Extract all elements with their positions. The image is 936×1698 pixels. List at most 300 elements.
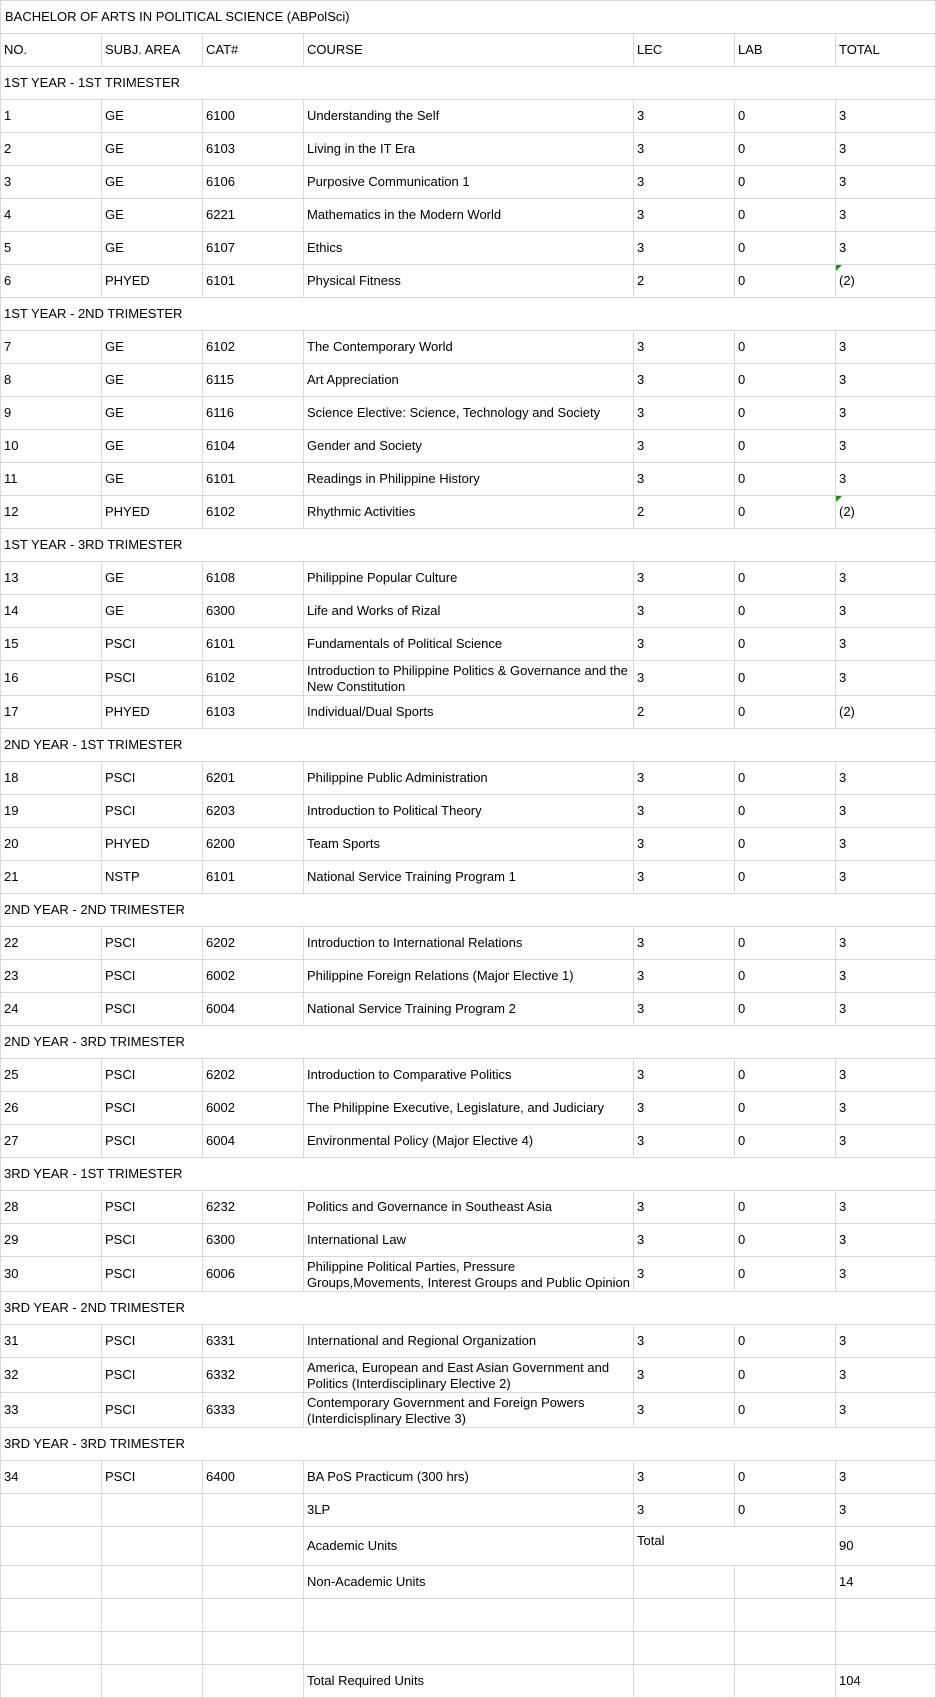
cell-total[interactable]: 3 xyxy=(836,166,936,199)
cell-lab[interactable]: 0 xyxy=(735,100,836,133)
cell-lec[interactable]: 3 xyxy=(634,331,735,364)
cell-cat[interactable]: 6102 xyxy=(203,496,304,529)
cell-total[interactable]: (2) xyxy=(836,696,936,729)
cell-lec[interactable]: 3 xyxy=(634,1191,735,1224)
cell-total[interactable]: 3 xyxy=(836,397,936,430)
cell-total[interactable]: 3 xyxy=(836,927,936,960)
cell-total[interactable]: 3 xyxy=(836,1325,936,1358)
cell-no[interactable]: 3 xyxy=(1,166,102,199)
cell-subj-area[interactable]: PHYED xyxy=(102,696,203,729)
cell-total[interactable]: 3 xyxy=(836,463,936,496)
cell-no[interactable]: 17 xyxy=(1,696,102,729)
cell-subj-area[interactable]: GE xyxy=(102,199,203,232)
cell-cat[interactable]: 6201 xyxy=(203,762,304,795)
cell-subj-area[interactable]: GE xyxy=(102,595,203,628)
cell-course[interactable]: Introduction to Philippine Politics & Governance and the New Constitution xyxy=(304,661,634,696)
cell-course[interactable]: America, European and East Asian Government and Politics (Interdisciplinary Elective 2) xyxy=(304,1358,634,1393)
section-label[interactable]: 2ND YEAR - 1ST TRIMESTER xyxy=(1,729,936,762)
cell-lec[interactable]: 3 xyxy=(634,927,735,960)
cell[interactable] xyxy=(102,1665,203,1698)
cell-total[interactable]: (2) xyxy=(836,265,936,298)
cell-lab[interactable]: 0 xyxy=(735,927,836,960)
cell-lec[interactable]: 3 xyxy=(634,628,735,661)
cell-cat[interactable]: 6102 xyxy=(203,661,304,696)
cell-course[interactable]: 3LP xyxy=(304,1494,634,1527)
cell-lab[interactable]: 0 xyxy=(735,661,836,696)
cell-lec[interactable]: 3 xyxy=(634,1393,735,1428)
cell-cat[interactable]: 6331 xyxy=(203,1325,304,1358)
cell-cat[interactable]: 6101 xyxy=(203,265,304,298)
cell-subj-area[interactable]: GE xyxy=(102,166,203,199)
cell-lec[interactable]: 3 xyxy=(634,397,735,430)
cell-lec[interactable]: 3 xyxy=(634,1092,735,1125)
cell-lab[interactable]: 0 xyxy=(735,265,836,298)
cell-no[interactable]: 29 xyxy=(1,1224,102,1257)
cell-no[interactable]: 23 xyxy=(1,960,102,993)
cell-cat[interactable]: 6102 xyxy=(203,331,304,364)
cell-subj-area[interactable]: PSCI xyxy=(102,1224,203,1257)
cell-subj-area[interactable]: GE xyxy=(102,331,203,364)
cell-total[interactable]: 3 xyxy=(836,364,936,397)
total-required-units-value[interactable]: 104 xyxy=(836,1665,936,1698)
cell-lec[interactable]: 3 xyxy=(634,1224,735,1257)
cell-lec[interactable]: 3 xyxy=(634,100,735,133)
cell-cat[interactable]: 6203 xyxy=(203,795,304,828)
cell[interactable] xyxy=(304,1599,634,1632)
table-row xyxy=(1,199,936,232)
cell-subj-area[interactable] xyxy=(102,1494,203,1527)
cell-lec[interactable]: 3 xyxy=(634,1125,735,1158)
cell-course[interactable]: The Philippine Executive, Legislature, and Judiciary xyxy=(304,1092,634,1125)
cell-cat[interactable]: 6106 xyxy=(203,166,304,199)
cell-subj-area[interactable]: GE xyxy=(102,463,203,496)
cell-no[interactable]: 28 xyxy=(1,1191,102,1224)
cell-total[interactable]: 3 xyxy=(836,1224,936,1257)
cell-cat[interactable]: 6116 xyxy=(203,397,304,430)
cell-no[interactable]: 12 xyxy=(1,496,102,529)
cell-lec[interactable]: 3 xyxy=(634,1461,735,1494)
cell-no[interactable]: 7 xyxy=(1,331,102,364)
cell-no[interactable]: 21 xyxy=(1,861,102,894)
cell-lab[interactable]: 0 xyxy=(735,1257,836,1292)
cell-lec[interactable]: 3 xyxy=(634,661,735,696)
cell-lec[interactable]: 3 xyxy=(634,1494,735,1527)
cell-lec[interactable]: 3 xyxy=(634,562,735,595)
cell-total[interactable]: 3 xyxy=(836,1461,936,1494)
cell-no[interactable]: 20 xyxy=(1,828,102,861)
cell-lab[interactable]: 0 xyxy=(735,696,836,729)
cell-total[interactable]: 3 xyxy=(836,199,936,232)
cell-lec[interactable]: 3 xyxy=(634,762,735,795)
cell-total[interactable]: 3 xyxy=(836,828,936,861)
cell[interactable] xyxy=(102,1566,203,1599)
cell-lab[interactable]: 0 xyxy=(735,1125,836,1158)
cell-lab[interactable]: 0 xyxy=(735,430,836,463)
cell[interactable] xyxy=(735,1566,836,1599)
non-academic-units-value[interactable]: 14 xyxy=(836,1566,936,1599)
cell-no[interactable]: 24 xyxy=(1,993,102,1026)
cell-no[interactable]: 14 xyxy=(1,595,102,628)
cell-lab[interactable]: 0 xyxy=(735,562,836,595)
cell-lec[interactable]: 3 xyxy=(634,364,735,397)
cell-subj-area[interactable]: PHYED xyxy=(102,828,203,861)
cell-course[interactable]: Contemporary Government and Foreign Powers (Interdicisplinary Elective 3) xyxy=(304,1393,634,1428)
cell-no[interactable]: 8 xyxy=(1,364,102,397)
cell[interactable] xyxy=(203,1527,304,1566)
cell-course[interactable]: Physical Fitness xyxy=(304,265,634,298)
cell-lec[interactable]: 2 xyxy=(634,265,735,298)
cell[interactable] xyxy=(102,1632,203,1665)
cell-no[interactable]: 15 xyxy=(1,628,102,661)
cell-course[interactable]: Rhythmic Activities xyxy=(304,496,634,529)
cell-cat[interactable]: 6103 xyxy=(203,696,304,729)
cell-cat[interactable]: 6400 xyxy=(203,1461,304,1494)
cell-lab[interactable]: 0 xyxy=(735,397,836,430)
cell-subj-area[interactable]: GE xyxy=(102,232,203,265)
cell-lec[interactable]: 3 xyxy=(634,199,735,232)
cell-course[interactable]: Understanding the Self xyxy=(304,100,634,133)
cell-no[interactable]: 11 xyxy=(1,463,102,496)
cell[interactable] xyxy=(634,1632,735,1665)
cell-course[interactable]: Life and Works of Rizal xyxy=(304,595,634,628)
cell-subj-area[interactable]: PSCI xyxy=(102,960,203,993)
cell-total[interactable]: 3 xyxy=(836,331,936,364)
cell-lab[interactable]: 0 xyxy=(735,463,836,496)
cell-lab[interactable]: 0 xyxy=(735,828,836,861)
section-row xyxy=(1,67,936,100)
cell-no[interactable]: 33 xyxy=(1,1393,102,1428)
cell-course[interactable]: BA PoS Practicum (300 hrs) xyxy=(304,1461,634,1494)
cell[interactable] xyxy=(304,1632,634,1665)
cell-total[interactable]: 3 xyxy=(836,1494,936,1527)
cell-lec[interactable]: 3 xyxy=(634,463,735,496)
cell-no[interactable]: 19 xyxy=(1,795,102,828)
cell-course[interactable]: Philippine Public Administration xyxy=(304,762,634,795)
cell-lab[interactable]: 0 xyxy=(735,1224,836,1257)
cell[interactable] xyxy=(203,1566,304,1599)
cell-lab[interactable]: 0 xyxy=(735,1358,836,1393)
section-label[interactable]: 1ST YEAR - 1ST TRIMESTER xyxy=(1,67,936,100)
cell-lec[interactable]: 3 xyxy=(634,133,735,166)
cell-cat[interactable]: 6115 xyxy=(203,364,304,397)
cell-lab[interactable]: 0 xyxy=(735,166,836,199)
cell-lec[interactable]: 3 xyxy=(634,993,735,1026)
table-row xyxy=(1,628,936,661)
cell[interactable] xyxy=(1,1632,102,1665)
cell[interactable] xyxy=(203,1665,304,1698)
cell-course[interactable]: Philippine Foreign Relations (Major Elective 1) xyxy=(304,960,634,993)
cell-course[interactable]: Living in the IT Era xyxy=(304,133,634,166)
cell-subj-area[interactable]: PSCI xyxy=(102,1461,203,1494)
cell-cat[interactable]: 6332 xyxy=(203,1358,304,1393)
cell-cat[interactable]: 6100 xyxy=(203,100,304,133)
cell-subj-area[interactable]: PSCI xyxy=(102,1092,203,1125)
cell-lab[interactable]: 0 xyxy=(735,331,836,364)
cell-cat[interactable] xyxy=(203,1494,304,1527)
cell-course[interactable]: International and Regional Organization xyxy=(304,1325,634,1358)
cell-cat[interactable]: 6002 xyxy=(203,1092,304,1125)
academic-total-label[interactable]: Total xyxy=(634,1527,836,1566)
cell-lec[interactable]: 3 xyxy=(634,861,735,894)
cell-total[interactable]: 3 xyxy=(836,1092,936,1125)
cell-lec[interactable]: 2 xyxy=(634,696,735,729)
cell-lab[interactable]: 0 xyxy=(735,1092,836,1125)
cell-course[interactable]: Mathematics in the Modern World xyxy=(304,199,634,232)
cell-cat[interactable]: 6107 xyxy=(203,232,304,265)
cell-total[interactable]: 3 xyxy=(836,993,936,1026)
cell-no[interactable]: 9 xyxy=(1,397,102,430)
cell-total[interactable]: 3 xyxy=(836,960,936,993)
cell-course[interactable]: Art Appreciation xyxy=(304,364,634,397)
cell[interactable] xyxy=(1,1665,102,1698)
academic-units-label[interactable]: Academic Units xyxy=(304,1527,634,1566)
cell-no[interactable]: 32 xyxy=(1,1358,102,1393)
cell-lab[interactable]: 0 xyxy=(735,1059,836,1092)
cell-total[interactable]: 3 xyxy=(836,232,936,265)
cell-cat[interactable]: 6200 xyxy=(203,828,304,861)
section-label[interactable]: 1ST YEAR - 3RD TRIMESTER xyxy=(1,529,936,562)
cell-subj-area[interactable]: NSTP xyxy=(102,861,203,894)
cell[interactable] xyxy=(1,1527,102,1566)
cell[interactable] xyxy=(1,1566,102,1599)
cell-subj-area[interactable]: PSCI xyxy=(102,993,203,1026)
cell-lec[interactable]: 3 xyxy=(634,166,735,199)
cell-lab[interactable]: 0 xyxy=(735,1393,836,1428)
total-required-units-label[interactable]: Total Required Units xyxy=(304,1665,634,1698)
cell-cat[interactable]: 6202 xyxy=(203,1059,304,1092)
cell-course[interactable]: International Law xyxy=(304,1224,634,1257)
academic-units-value[interactable]: 90 xyxy=(836,1527,936,1566)
cell-lec[interactable]: 3 xyxy=(634,828,735,861)
cell-lab[interactable]: 0 xyxy=(735,762,836,795)
cell-subj-area[interactable]: PSCI xyxy=(102,661,203,696)
cell-no[interactable]: 16 xyxy=(1,661,102,696)
cell-no[interactable] xyxy=(1,1494,102,1527)
cell-subj-area[interactable]: PSCI xyxy=(102,1257,203,1292)
cell-subj-area[interactable]: PSCI xyxy=(102,1125,203,1158)
cell-total[interactable]: 3 xyxy=(836,562,936,595)
cell-course[interactable]: Politics and Governance in Southeast Asia xyxy=(304,1191,634,1224)
cell-lec[interactable]: 3 xyxy=(634,430,735,463)
cell-subj-area[interactable]: PSCI xyxy=(102,927,203,960)
cell-total[interactable]: 3 xyxy=(836,595,936,628)
cell-subj-area[interactable]: PHYED xyxy=(102,496,203,529)
cell-course[interactable]: Individual/Dual Sports xyxy=(304,696,634,729)
cell-subj-area[interactable]: GE xyxy=(102,133,203,166)
cell-cat[interactable]: 6004 xyxy=(203,1125,304,1158)
cell[interactable] xyxy=(735,1632,836,1665)
cell[interactable] xyxy=(634,1566,735,1599)
cell-course[interactable]: Introduction to Political Theory xyxy=(304,795,634,828)
cell-course[interactable]: Philippine Popular Culture xyxy=(304,562,634,595)
cell-lec[interactable]: 3 xyxy=(634,795,735,828)
cell-total[interactable]: 3 xyxy=(836,1393,936,1428)
cell-total[interactable]: 3 xyxy=(836,861,936,894)
cell-course[interactable]: Ethics xyxy=(304,232,634,265)
cell-total[interactable]: 3 xyxy=(836,661,936,696)
header-total[interactable]: TOTAL xyxy=(836,34,936,67)
cell-subj-area[interactable]: PHYED xyxy=(102,265,203,298)
cell-total[interactable]: 3 xyxy=(836,795,936,828)
cell[interactable] xyxy=(634,1665,735,1698)
cell-course[interactable]: National Service Training Program 1 xyxy=(304,861,634,894)
program-title[interactable]: BACHELOR OF ARTS IN POLITICAL SCIENCE (ABPolSci) xyxy=(1,1,936,34)
section-label[interactable]: 3RD YEAR - 1ST TRIMESTER xyxy=(1,1158,936,1191)
cell-no[interactable]: 2 xyxy=(1,133,102,166)
cell-cat[interactable]: 6101 xyxy=(203,628,304,661)
cell-subj-area[interactable]: PSCI xyxy=(102,1393,203,1428)
cell[interactable] xyxy=(634,1599,735,1632)
cell-course[interactable]: Introduction to Comparative Politics xyxy=(304,1059,634,1092)
cell-total[interactable]: 3 xyxy=(836,1125,936,1158)
cell-cat[interactable]: 6202 xyxy=(203,927,304,960)
cell-lab[interactable]: 0 xyxy=(735,861,836,894)
section-label[interactable]: 2ND YEAR - 2ND TRIMESTER xyxy=(1,894,936,927)
cell[interactable] xyxy=(1,1599,102,1632)
cell-cat[interactable]: 6101 xyxy=(203,861,304,894)
cell-subj-area[interactable]: PSCI xyxy=(102,795,203,828)
cell-lab[interactable]: 0 xyxy=(735,1325,836,1358)
cell-cat[interactable]: 6006 xyxy=(203,1257,304,1292)
cell-lec[interactable]: 3 xyxy=(634,232,735,265)
cell[interactable] xyxy=(836,1599,936,1632)
cell-subj-area[interactable]: PSCI xyxy=(102,1059,203,1092)
header-subj-area[interactable]: SUBJ. AREA xyxy=(102,34,203,67)
cell-lab[interactable]: 0 xyxy=(735,795,836,828)
cell-no[interactable]: 26 xyxy=(1,1092,102,1125)
cell-lab[interactable]: 0 xyxy=(735,1494,836,1527)
header-lec[interactable]: LEC xyxy=(634,34,735,67)
cell-lab[interactable]: 0 xyxy=(735,595,836,628)
cell-subj-area[interactable]: PSCI xyxy=(102,628,203,661)
cell-no[interactable]: 22 xyxy=(1,927,102,960)
cell-no[interactable]: 30 xyxy=(1,1257,102,1292)
cell-subj-area[interactable]: PSCI xyxy=(102,762,203,795)
cell-lec[interactable]: 3 xyxy=(634,1257,735,1292)
cell-cat[interactable]: 6104 xyxy=(203,430,304,463)
cell-lab[interactable]: 0 xyxy=(735,628,836,661)
cell-lab[interactable]: 0 xyxy=(735,364,836,397)
cell[interactable] xyxy=(102,1599,203,1632)
cell-course[interactable]: Introduction to International Relations xyxy=(304,927,634,960)
cell-no[interactable]: 31 xyxy=(1,1325,102,1358)
cell-total[interactable]: 3 xyxy=(836,133,936,166)
cell-cat[interactable]: 6300 xyxy=(203,595,304,628)
cell-subj-area[interactable]: GE xyxy=(102,364,203,397)
cell-subj-area[interactable]: GE xyxy=(102,430,203,463)
cell-cat[interactable]: 6108 xyxy=(203,562,304,595)
cell-course[interactable]: Purposive Communication 1 xyxy=(304,166,634,199)
cell-subj-area[interactable]: PSCI xyxy=(102,1358,203,1393)
header-cat[interactable]: CAT# xyxy=(203,34,304,67)
cell-lab[interactable]: 0 xyxy=(735,993,836,1026)
cell-course[interactable]: Science Elective: Science, Technology and Society xyxy=(304,397,634,430)
section-label[interactable]: 3RD YEAR - 2ND TRIMESTER xyxy=(1,1292,936,1325)
cell-total[interactable]: 3 xyxy=(836,1257,936,1292)
cell-total[interactable]: 3 xyxy=(836,1358,936,1393)
cell-total[interactable]: 3 xyxy=(836,628,936,661)
cell-course[interactable]: National Service Training Program 2 xyxy=(304,993,634,1026)
cell-total[interactable]: 3 xyxy=(836,100,936,133)
cell-subj-area[interactable]: PSCI xyxy=(102,1325,203,1358)
cell[interactable] xyxy=(203,1632,304,1665)
cell-cat[interactable]: 6004 xyxy=(203,993,304,1026)
non-academic-units-label[interactable]: Non-Academic Units xyxy=(304,1566,634,1599)
cell-total[interactable]: 3 xyxy=(836,1059,936,1092)
cell-cat[interactable]: 6300 xyxy=(203,1224,304,1257)
cell-no[interactable]: 27 xyxy=(1,1125,102,1158)
cell-no[interactable]: 5 xyxy=(1,232,102,265)
cell-no[interactable]: 25 xyxy=(1,1059,102,1092)
cell-no[interactable]: 10 xyxy=(1,430,102,463)
cell[interactable] xyxy=(735,1665,836,1698)
cell-lec[interactable]: 2 xyxy=(634,496,735,529)
cell-no[interactable]: 18 xyxy=(1,762,102,795)
section-label[interactable]: 2ND YEAR - 3RD TRIMESTER xyxy=(1,1026,936,1059)
cell-lab[interactable]: 0 xyxy=(735,496,836,529)
section-label[interactable]: 3RD YEAR - 3RD TRIMESTER xyxy=(1,1428,936,1461)
cell-lab[interactable]: 0 xyxy=(735,960,836,993)
cell-lab[interactable]: 0 xyxy=(735,1191,836,1224)
cell-cat[interactable]: 6101 xyxy=(203,463,304,496)
cell-no[interactable]: 1 xyxy=(1,100,102,133)
cell-lec[interactable]: 3 xyxy=(634,595,735,628)
cell-total[interactable]: (2) xyxy=(836,496,936,529)
cell-cat[interactable]: 6002 xyxy=(203,960,304,993)
cell-no[interactable]: 4 xyxy=(1,199,102,232)
header-lab[interactable]: LAB xyxy=(735,34,836,67)
cell[interactable] xyxy=(102,1527,203,1566)
header-course[interactable]: COURSE xyxy=(304,34,634,67)
cell[interactable] xyxy=(735,1599,836,1632)
cell-course[interactable]: Fundamentals of Political Science xyxy=(304,628,634,661)
section-label[interactable]: 1ST YEAR - 2ND TRIMESTER xyxy=(1,298,936,331)
cell-no[interactable]: 6 xyxy=(1,265,102,298)
cell-subj-area[interactable]: GE xyxy=(102,562,203,595)
cell-subj-area[interactable]: PSCI xyxy=(102,1191,203,1224)
cell-lec[interactable]: 3 xyxy=(634,960,735,993)
cell-course[interactable]: Team Sports xyxy=(304,828,634,861)
cell-subj-area[interactable]: GE xyxy=(102,100,203,133)
cell-course[interactable]: The Contemporary World xyxy=(304,331,634,364)
cell-lab[interactable]: 0 xyxy=(735,199,836,232)
cell-cat[interactable]: 6232 xyxy=(203,1191,304,1224)
cell-lec[interactable]: 3 xyxy=(634,1325,735,1358)
cell[interactable] xyxy=(203,1599,304,1632)
cell-course[interactable]: Environmental Policy (Major Elective 4) xyxy=(304,1125,634,1158)
cell-no[interactable]: 13 xyxy=(1,562,102,595)
table-row xyxy=(1,696,936,729)
cell-lab[interactable]: 0 xyxy=(735,232,836,265)
cell-lab[interactable]: 0 xyxy=(735,133,836,166)
cell-cat[interactable]: 6333 xyxy=(203,1393,304,1428)
cell-course[interactable]: Gender and Society xyxy=(304,430,634,463)
cell-lec[interactable]: 3 xyxy=(634,1358,735,1393)
cell-cat[interactable]: 6221 xyxy=(203,199,304,232)
cell-lec[interactable]: 3 xyxy=(634,1059,735,1092)
cell[interactable] xyxy=(836,1632,936,1665)
cell-no[interactable]: 34 xyxy=(1,1461,102,1494)
cell-course[interactable]: Philippine Political Parties, Pressure Groups,Movements, Interest Groups and Public Opinion xyxy=(304,1257,634,1292)
cell-total[interactable]: 3 xyxy=(836,762,936,795)
cell-total[interactable]: 3 xyxy=(836,430,936,463)
header-no[interactable]: NO. xyxy=(1,34,102,67)
cell-total[interactable]: 3 xyxy=(836,1191,936,1224)
cell-lab[interactable]: 0 xyxy=(735,1461,836,1494)
cell-subj-area[interactable]: GE xyxy=(102,397,203,430)
cell-cat[interactable]: 6103 xyxy=(203,133,304,166)
cell-course[interactable]: Readings in Philippine History xyxy=(304,463,634,496)
